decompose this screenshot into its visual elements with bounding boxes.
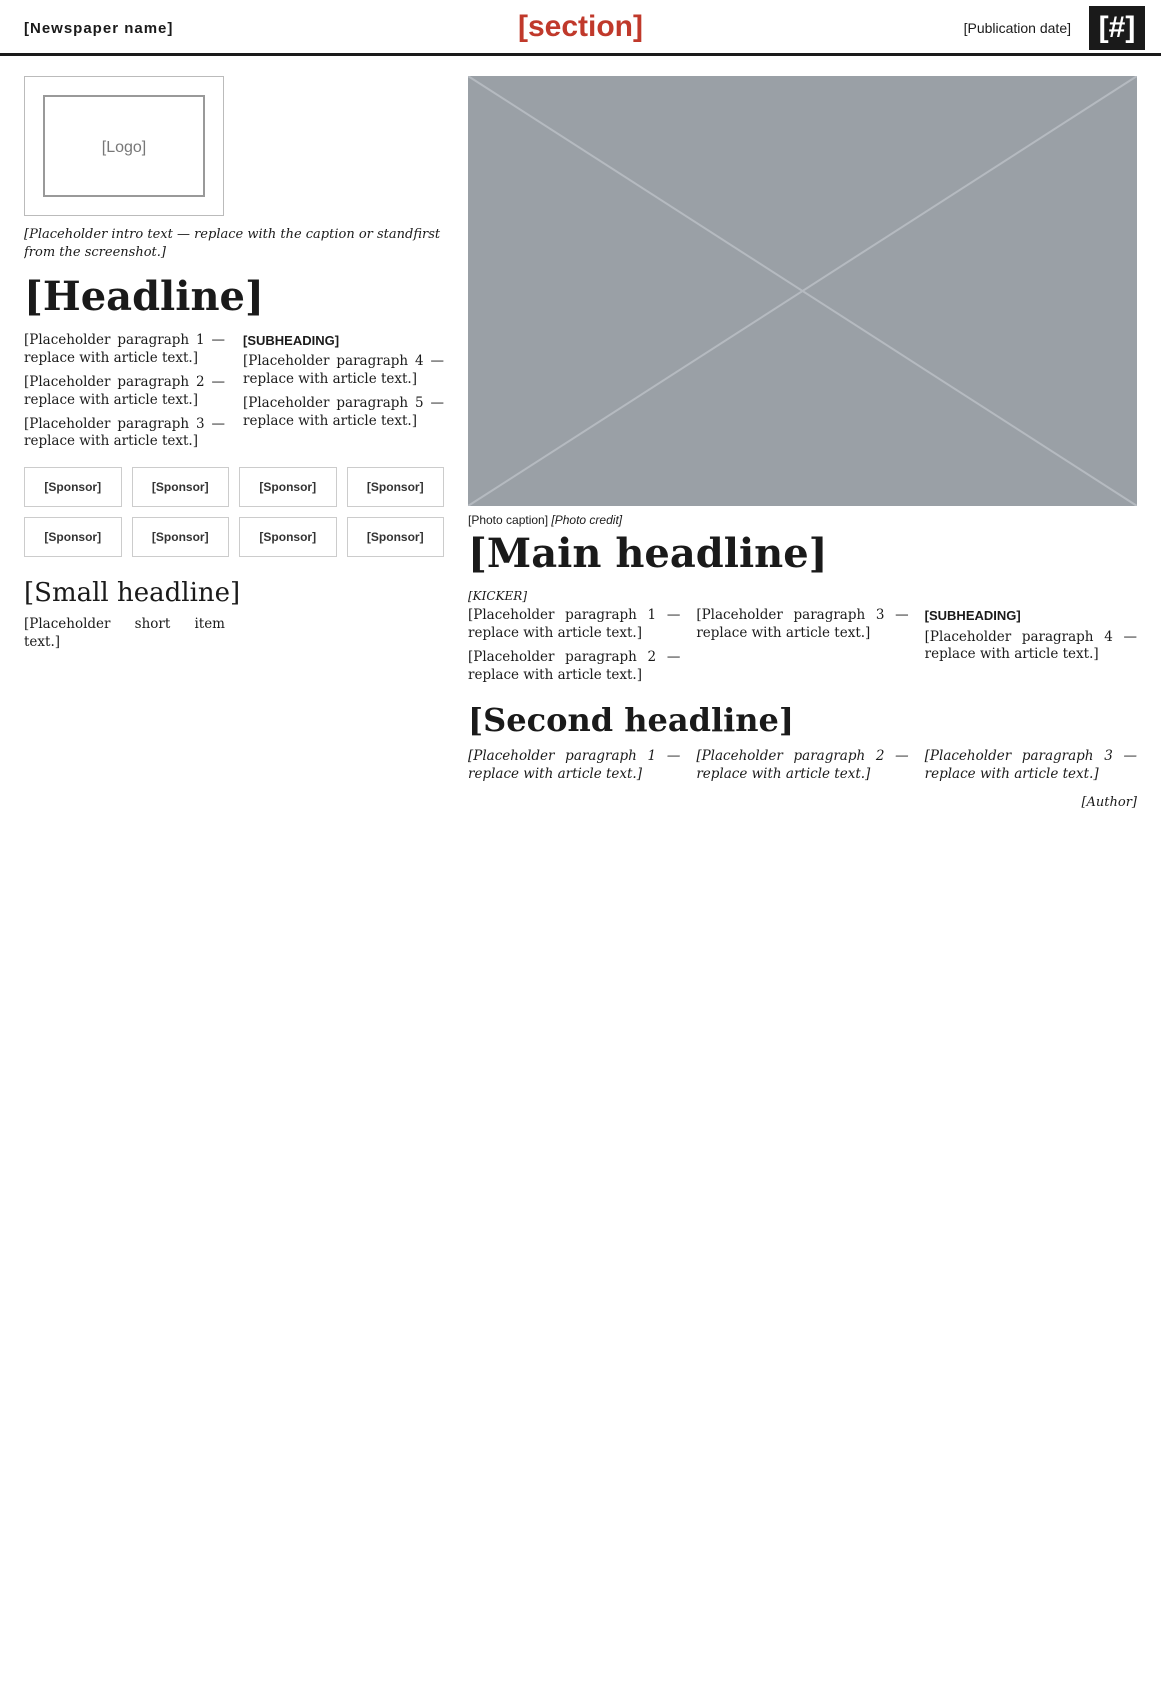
sponsor-logo: [Sponsor]: [347, 467, 445, 507]
second-headline: [Second headline]: [468, 700, 795, 739]
sponsor-logo: [Sponsor]: [24, 517, 122, 557]
article-paragraph: [Placeholder paragraph 2 — replace with article text.]: [696, 747, 909, 782]
right-kicker: [KICKER]: [468, 589, 528, 604]
left-article-body: [24, 332, 444, 451]
sponsor-logo: [Sponsor]: [132, 517, 230, 557]
article-paragraph: [Placeholder paragraph 2 — replace with article text.]: [24, 373, 225, 408]
masthead: [0, 0, 1161, 56]
left-headline: [Headline]: [24, 273, 264, 321]
right-headline: [Main headline]: [468, 530, 828, 578]
bottom-item-text: [Placeholder short item text.]: [24, 615, 225, 650]
sponsor-logo: [Sponsor]: [239, 517, 337, 557]
article-paragraph: [Placeholder paragraph 4 — replace with article text.]: [243, 353, 444, 388]
article-paragraph: [Placeholder paragraph 1 — replace with article text.]: [468, 607, 681, 642]
photo-credit: [Photo credit]: [551, 513, 623, 527]
byline: [Author]: [1081, 795, 1137, 811]
article-paragraph: [Placeholder paragraph 3 — replace with article text.]: [924, 747, 1137, 782]
sponsor-logo: [Sponsor]: [347, 517, 445, 557]
article-paragraph: [Placeholder paragraph 3 — replace with article text.]: [696, 607, 909, 642]
second-article-body: [468, 748, 1137, 790]
left-column: [24, 76, 444, 1676]
photo-caption: [468, 512, 1137, 528]
article-paragraph: [Placeholder paragraph 5 — replace with article text.]: [243, 395, 444, 429]
right-subhead: [SUBHEADING]: [924, 608, 1021, 624]
paper-name: [Newspaper name]: [24, 20, 174, 37]
page-number: [#]: [1089, 6, 1145, 50]
article-paragraph: [Placeholder paragraph 1 — replace with article text.]: [468, 747, 681, 782]
article-paragraph: [Placeholder paragraph 3 — replace with article text.]: [24, 415, 225, 450]
sponsor-logos: [24, 467, 444, 557]
intro-text: [Placeholder intro text — replace with the caption or standfirst from the screenshot.]: [24, 227, 441, 260]
sponsor-logo: [Sponsor]: [24, 467, 122, 507]
sponsor-logo: [Sponsor]: [239, 467, 337, 507]
bottom-headline: [Small headline]: [24, 578, 241, 609]
project-logo: [24, 76, 224, 216]
right-article-body: [468, 607, 1137, 684]
photo-caption-text: [Photo caption]: [468, 513, 549, 527]
main-photo: [468, 76, 1137, 506]
article-paragraph: [Placeholder paragraph 2 — replace with article text.]: [468, 649, 681, 683]
logo-text: [Logo]: [101, 139, 147, 156]
right-column: [468, 76, 1137, 1676]
logo-graphic-icon: [34, 86, 214, 206]
sponsor-logo: [Sponsor]: [132, 467, 230, 507]
article-paragraph: [Placeholder paragraph 4 — replace with article text.]: [924, 628, 1137, 663]
article-paragraph: [Placeholder paragraph 1 — replace with article text.]: [24, 332, 225, 367]
issue-date: [Publication date]: [963, 20, 1071, 36]
section-label: [section]: [517, 10, 643, 43]
left-subhead: [SUBHEADING]: [243, 333, 340, 349]
photo-placeholder-icon: [468, 76, 1137, 506]
